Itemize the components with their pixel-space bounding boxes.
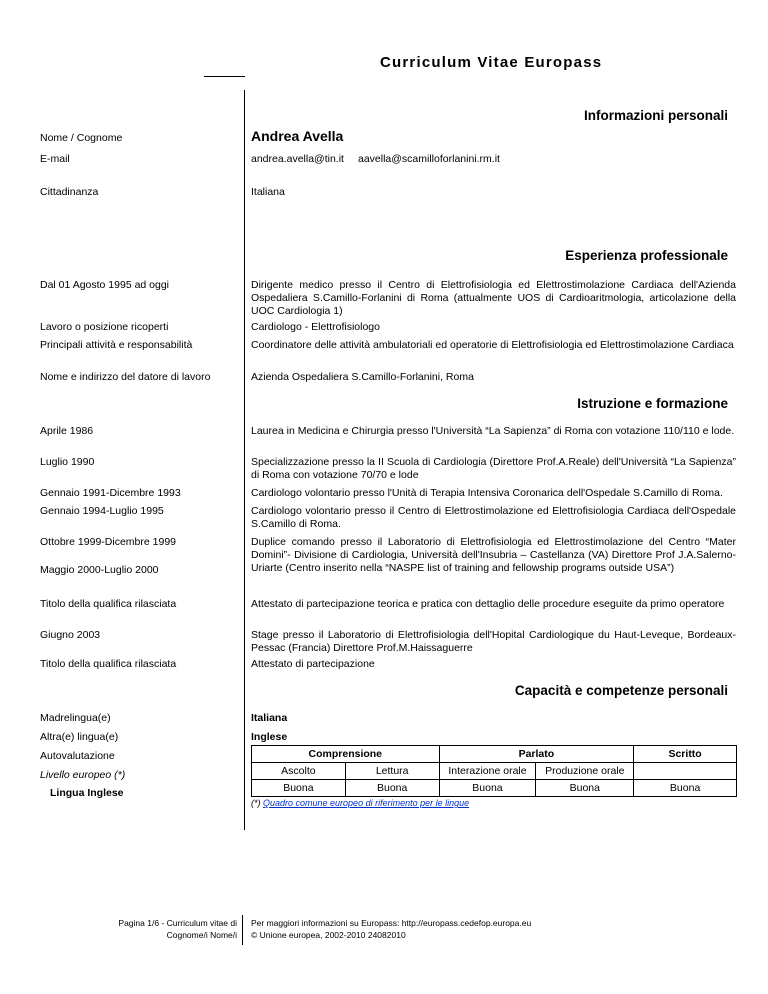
- footer-divider: [242, 915, 243, 945]
- edu-3-text: Cardiologo volontario presso l'Unità di Terapia Intensiva Coronarica dell'Ospedale S.Camillo di Roma.: [251, 487, 723, 499]
- language-assessment-table: [251, 745, 737, 797]
- position-label: Lavoro o posizione ricoperti: [40, 321, 169, 333]
- cefr-note: [251, 798, 469, 808]
- header-lettura: Lettura: [345, 763, 439, 780]
- edu-1-text: Laurea in Medicina e Chirurgia presso l'Università “La Sapienza” di Roma con votazione 110/110 e lode.: [251, 425, 735, 437]
- edu-6-label: Giugno 2003: [40, 629, 101, 641]
- edu-1-label: Aprile 1986: [40, 425, 94, 437]
- column-divider: [244, 90, 245, 830]
- activities-label: Principali attività e responsabilità: [40, 339, 193, 351]
- header-blank: [634, 763, 737, 780]
- mother-tongue-label: Madrelingua(e): [40, 712, 111, 724]
- citizenship-label: Cittadinanza: [40, 186, 99, 198]
- employer-label: Nome e indirizzo del datore di lavoro: [40, 371, 211, 383]
- language-english-label: Lingua Inglese: [50, 787, 124, 799]
- header-parlato: Parlato: [439, 746, 634, 763]
- section-experience-heading: Esperienza professionale: [565, 248, 728, 263]
- citizenship-value: Italiana: [251, 186, 285, 198]
- other-languages-value: Inglese: [251, 731, 288, 743]
- footer-name-info: Cognome/i Nome/i: [166, 930, 237, 940]
- qualification-1-text: Attestato di partecipazione teorica e pratica con dettaglio delle procedure eseguite da primo operatore: [251, 598, 725, 610]
- edu-3-label: Gennaio 1991-Dicembre 1993: [40, 487, 181, 499]
- cefr-note-prefix: (*): [251, 798, 263, 808]
- value-produzione: Buona: [536, 780, 634, 797]
- edu-4-text: Cardiologo volontario presso il Centro di Elettrostimolazione ed Elettrofisiologia Cardiaca dell'Ospedale S.Camillo di Roma.: [251, 505, 736, 530]
- qualification-2-text: Attestato di partecipazione: [251, 658, 375, 670]
- edu-2-text: Specializzazione presso la II Scuola di Cardiologia (Direttore Prof.A.Reale) dell'Università “La Sapienza” di Roma con votazione 70/70 e lode: [251, 456, 736, 481]
- edu-5b-label: Maggio 2000-Luglio 2000: [40, 564, 159, 576]
- mother-tongue-value: Italiana: [251, 712, 288, 724]
- header-ascolto: Ascolto: [252, 763, 346, 780]
- edu-6-text: Stage presso il Laboratorio di Elettrofisiologia dell'Hopital Cardiologique du Haut-Leveque, Bordeaux-Pessac (Francia) Direttore Prof.M.Haissaguerre: [251, 629, 736, 654]
- experience-date-text: Dirigente medico presso il Centro di Elettrofisiologia ed Elettrostimolazione Cardiaca dell'Azienda Ospedaliera S.Camillo-Forlanini di Roma (attualmente UOS di Cardioaritmologia, articolazione della UOC Cardiologia 1): [251, 279, 736, 317]
- edu-2-label: Luglio 1990: [40, 456, 95, 468]
- value-interazione: Buona: [439, 780, 536, 797]
- qualification-2-label: Titolo della qualifica rilasciata: [40, 658, 177, 670]
- header-interazione: Interazione orale: [439, 763, 536, 780]
- email-primary: andrea.avella@tin.it: [251, 153, 344, 165]
- name-label: Nome / Cognome: [40, 132, 123, 144]
- full-name: Andrea Avella: [251, 128, 344, 144]
- edu-5-label: Ottobre 1999-Dicembre 1999: [40, 536, 176, 548]
- cefr-link[interactable]: Quadro comune europeo di riferimento per le lingue: [263, 798, 470, 808]
- value-scritto: Buona: [634, 780, 737, 797]
- section-skills-heading: Capacità e competenze personali: [514, 683, 728, 698]
- header-rule: [204, 76, 245, 77]
- header-produzione: Produzione orale: [536, 763, 634, 780]
- edu-4-label: Gennaio 1994-Luglio 1995: [40, 505, 164, 517]
- footer-page-info: Pagina 1/6 - Curriculum vitae di: [118, 918, 237, 928]
- header-scritto: Scritto: [634, 746, 737, 763]
- header-comprensione: Comprensione: [252, 746, 440, 763]
- value-ascolto: Buona: [252, 780, 346, 797]
- qualification-1-label: Titolo della qualifica rilasciata: [40, 598, 177, 610]
- value-lettura: Buona: [345, 780, 439, 797]
- self-assessment-label: Autovalutazione: [40, 750, 115, 762]
- edu-5-text: Duplice comando presso il Laboratorio di Elettrofisiologia ed Elettrostimolazione del Centro “Mater Domini”- Divisione di Cardiologia, Università dell'Insubria – Castellanza (VA) Direttore Prof J.A.Salerno-Uriarte (Centro inserito nella “NASPE list of training and fellowship programs outside USA”): [251, 536, 736, 574]
- european-level-label: Livello europeo (*): [40, 769, 126, 781]
- position-value: Cardiologo - Elettrofisiologo: [251, 321, 380, 333]
- activities-value: Coordinatore delle attività ambulatoriali ed operatorie di Elettrofisiologia ed Elettrostimolazione Cardiaca: [251, 339, 734, 351]
- experience-date-label: Dal 01 Agosto 1995 ad oggi: [40, 279, 170, 291]
- email-secondary: aavella@scamilloforlanini.rm.it: [358, 153, 500, 165]
- section-education-heading: Istruzione e formazione: [577, 396, 728, 411]
- footer-europass-link[interactable]: Per maggiori informazioni su Europass: http://europass.cedefop.europa.eu: [251, 918, 532, 928]
- employer-value: Azienda Ospedaliera S.Camillo-Forlanini, Roma: [251, 371, 474, 383]
- document-title: Curriculum Vitae Europass: [380, 54, 603, 71]
- section-personal-heading: Informazioni personali: [583, 108, 728, 123]
- email-label: E-mail: [40, 153, 70, 165]
- footer-copyright: © Unione europea, 2002-2010 24082010: [251, 930, 406, 940]
- other-languages-label: Altra(e) lingua(e): [40, 731, 119, 743]
